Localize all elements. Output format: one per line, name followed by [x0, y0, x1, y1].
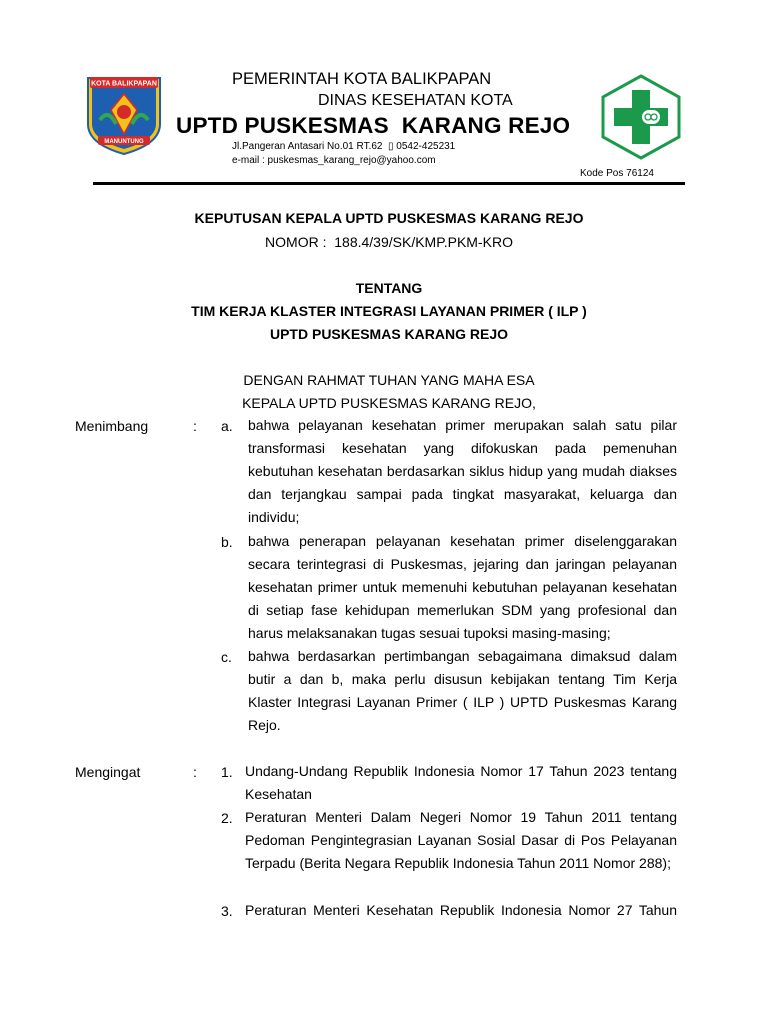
subject-line-2: UPTD PUSKESMAS KARANG REJO	[269, 326, 509, 342]
menimbang-item-a: bahwa pelayanan kesehatan primer merupakan salah satu pilar transformasi kesehatan yang difokuskan pada pemenuhan kebutuhan kesehatan berdasarkan siklus hidup yang mudah diakses dan terjangkau sampai pada tingkat masyarakat, keluarga dan individu;	[248, 417, 677, 525]
invocation: DENGAN RAHMAT TUHAN YANG MAHA ESA	[243, 372, 535, 388]
address-line: Jl.Pangeran Antasari No.01 RT.62 ▯ 0542-425231	[232, 141, 456, 152]
emblem-bottom-text: MANUNTUNG	[104, 139, 144, 145]
menimbang-colon: :	[193, 418, 197, 434]
menimbang-item-b: bahwa penerapan pelayanan kesehatan primer diselenggarakan secara terintegrasi di Puskesmas, jejaring dan jaringan pelayanan kesehatan primer untuk memenuhi kebutuhan pelayanan kesehatan di setiap fase kehidupan memerlukan SDM yang profesional dan harus melaksanakan tugas sesuai tupoksi masing-masing;	[248, 533, 677, 641]
issuer: KEPALA UPTD PUSKESMAS KARANG REJO,	[242, 395, 536, 411]
decree-title: KEPUTUSAN KEPALA UPTD PUSKESMAS KARANG REJO	[194, 210, 584, 226]
postal-code: Kode Pos 76124	[580, 168, 654, 179]
mengingat-marker-2: 2.	[221, 810, 233, 826]
government-name: PEMERINTAH KOTA BALIKPAPAN	[232, 70, 492, 88]
subject-line-1: TIM KERJA KLASTER INTEGRASI LAYANAN PRIMER ( ILP )	[191, 303, 587, 319]
menimbang-marker-b: b.	[221, 534, 233, 550]
menimbang-marker-c: c.	[221, 649, 232, 665]
decree-number: NOMOR : 188.4/39/SK/KMP.PKM-KRO	[265, 234, 513, 250]
mengingat-label: Mengingat	[75, 764, 141, 780]
mengingat-item-2: Peraturan Menteri Dalam Negeri Nomor 19 Tahun 2011 tentang Pedoman Pengintegrasian Layanan Sosial Dasar di Pos Pelayanan Terpadu (Berita Negara Republik Indonesia Tahun 2011 Nomor 288);	[245, 809, 677, 871]
department-name: DINAS KESEHATAN KOTA	[318, 92, 513, 109]
mengingat-colon: :	[193, 764, 197, 780]
menimbang-item-c: bahwa berdasarkan pertimbangan sebagaimana dimaksud dalam butir a dan b, maka perlu disusun kebijakan tentang Tim Kerja Klaster Integrasi Layanan Primer ( ILP ) UPTD Puskesmas Karang Rejo.	[248, 648, 677, 733]
menimbang-label: Menimbang	[75, 418, 149, 434]
mengingat-marker-1: 1.	[221, 764, 233, 780]
about-heading: TENTANG	[355, 280, 423, 296]
menimbang-marker-a: a.	[221, 418, 233, 434]
balikpapan-city-emblem	[82, 72, 166, 156]
mengingat-item-1: Undang-Undang Republik Indonesia Nomor 17 Tahun 2023 tentang Kesehatan	[245, 763, 677, 802]
puskesmas-logo	[598, 74, 684, 160]
mengingat-marker-3: 3.	[221, 903, 233, 919]
organization-name: UPTD PUSKESMAS KARANG REJO	[176, 113, 571, 138]
mengingat-item-3: Peraturan Menteri Kesehatan Republik Indonesia Nomor 27 Tahun	[245, 902, 677, 918]
emblem-top-text: KOTA BALIKPAPAN	[91, 80, 157, 88]
email-line: e-mail : puskesmas_karang_rejo@yahoo.com	[232, 155, 436, 166]
letterhead-divider	[93, 182, 685, 185]
